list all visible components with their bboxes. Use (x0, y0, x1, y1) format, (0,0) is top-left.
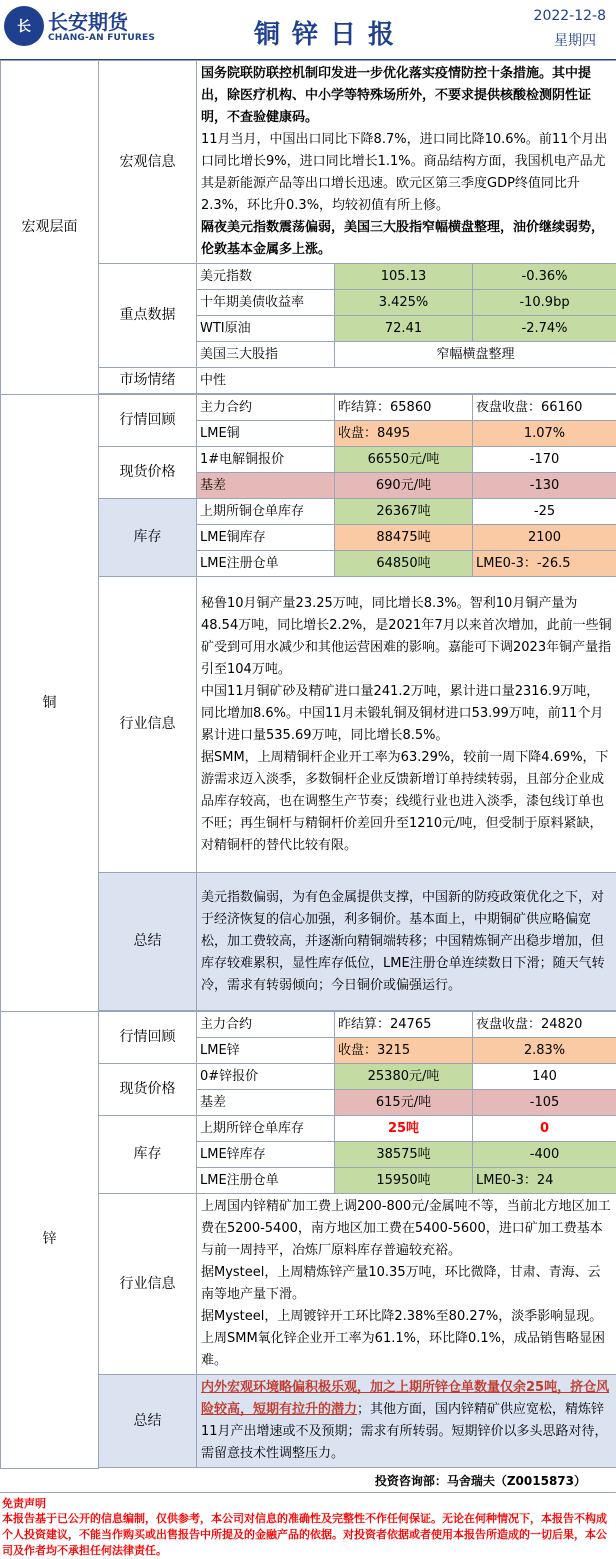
key-name: 美元指数 (197, 264, 335, 290)
inv-name: 上期所铜仓单库存 (197, 499, 335, 525)
copper-summary-text: 美元指数偏弱，为有色金属提供支撑，中国新的防疫政策优化之下，对于经济恢复的信心加强，利多铜价。基本面上，中期铜矿供应略偏宽松，加工费较高，并逐渐向精铜端转移；中国精炼铜产出稳步增加，但库存较难累积，显性库存低位，LME注册仓单连续数日下滑；随天气转冷，需求有转弱倾向；今日铜价或偏强运行。 (197, 873, 616, 1011)
basis-value: 690元/吨 (335, 473, 473, 499)
zinc-summary-rest: ；其他方面，国内锌精矿供应宽松，精炼锌11月产出增速或不及预期；需求有所转弱。短期锌价以多头思路对待，需留意技术性调整压力。 (201, 1402, 608, 1461)
section-zinc: 锌 (1, 1012, 99, 1469)
inv-value: 38575吨 (335, 1142, 473, 1168)
inv-value: 26367吨 (335, 499, 473, 525)
basis-name: 基差 (197, 473, 335, 499)
inv-name: LME铜库存 (197, 525, 335, 551)
label-inventory: 库存 (99, 1116, 197, 1194)
spot-name: 1#电解铜报价 (197, 447, 335, 473)
inv-value: 88475吨 (335, 525, 473, 551)
section-macro: 宏观层面 (1, 61, 99, 395)
key-name: 美国三大股指 (197, 342, 335, 368)
key-change: -0.36% (473, 264, 616, 290)
night-close: 夜盘收盘：24820 (473, 1012, 616, 1038)
inv-change: 0 (473, 1116, 616, 1142)
night-close: 夜盘收盘：66160 (473, 395, 616, 421)
section-copper: 铜 (1, 395, 99, 1012)
header (0, 0, 616, 60)
main-contract: 主力合约 (197, 1012, 335, 1038)
macro-info-p2: 11月当月，中国出口同比下降8.7%，进口同比降10.6%。前11个月出口同比增长9%，进口同比增长1.1%。商品结构方面，我国机电产品尤其是新能源产品等出口增长迅速。欧元区第三季度GDP终值同比升2.3%，环比升0.3%，均较初值有所上修。 (201, 132, 607, 213)
spot-price: 66550元/吨 (335, 447, 473, 473)
copper-industry-text: 秘鲁10月铜产量23.25万吨，同比增长8.3%。智利10月铜产量为48.54万吨，同比增长2.2%，是2021年7月以来首次增加，此前一些铜矿受到可用水减少和其他运营困难的影响。嘉能可下调2023年铜产量指引至104万吨。 中国11月铜矿砂及精矿进口量241.2万吨，累计进口量2316.9万吨，同比增加8.6%。中国11月未锻轧铜及铜材进口53.99万吨，前11个月累计进口量535.69万吨，同比增长8.5%。 据SMM，上周精铜杆企业开工率为63.29%，较前一周下降4.69%，下游需求迈入淡季，多数铜杆企业反馈新增订单持续转弱，且部分企业成品库存较高，也在调整生产节奏；线缆行业也进入淡季，漆包线订单也不旺；再生铜杆与精铜杆价差回升至1210元/吨，但受制于原料紧缺，对精铜杆的替代比较有限。 (197, 577, 616, 873)
spot-change: -170 (473, 447, 616, 473)
label-spot: 现货价格 (99, 447, 197, 499)
key-change: -2.74% (473, 316, 616, 342)
label-quote: 行情回顾 (99, 1012, 197, 1064)
label-quote: 行情回顾 (99, 395, 197, 447)
spot-price: 25380元/吨 (335, 1064, 473, 1090)
report-table (0, 60, 616, 1469)
key-value: 72.41 (335, 316, 473, 342)
report-title: 铜锌日报 (254, 14, 406, 51)
inv-value: 25吨 (335, 1116, 473, 1142)
zinc-summary-highlight: 内外宏观环境略偏积极乐观，加之上期所锌仓单数量仅余25吨，挤仓风险较高，短期有拉升的潜力 (201, 1380, 609, 1417)
label-sentiment: 市场情绪 (99, 368, 197, 394)
label-summary: 总结 (99, 873, 197, 1011)
key-value: 105.13 (335, 264, 473, 290)
key-name: WTI原油 (197, 316, 335, 342)
inv-change: -400 (473, 1142, 616, 1168)
report-weekday: 星期四 (554, 30, 596, 50)
inv-change: -25 (473, 499, 616, 525)
label-industry: 行业信息 (99, 577, 197, 873)
lme-close: 收盘：8495 (335, 421, 473, 447)
prev-settle: 昨结算：65860 (335, 395, 473, 421)
basis-change: -130 (473, 473, 616, 499)
prev-settle: 昨结算：24765 (335, 1012, 473, 1038)
lme-change: 1.07% (473, 421, 616, 447)
key-merged-value: 窄幅横盘整理 (335, 342, 616, 368)
label-macro-info: 宏观信息 (99, 61, 197, 264)
macro-info-bold1: 国务院联防联控机制印发进一步优化落实疫情防控十条措施。其中提出，除医疗机构、中小学等特殊场所外，不要求提供核酸检测阴性证明，不查验健康码。 (201, 66, 591, 125)
basis-change: -105 (473, 1090, 616, 1116)
inv-name: LME注册仓单 (197, 551, 335, 577)
zinc-industry-text: 上周国内锌精矿加工费上调200-800元/金属吨不等，当前北方地区加工费在5200-5400，南方地区加工费在5400-5600，进口矿加工费基本与前一周持平，冶炼厂原料库存普遍较充裕。 据Mysteel，上周精炼锌产量10.35万吨，环比微降，甘肃、青海、云南等地产量下滑。 据Mysteel，上周镀锌开工环比降2.38%至80.27%，淡季影响显现。上周SMM氧化锌企业开工率为61.1%，环比降0.1%，成品销售略显困难。 (197, 1194, 616, 1375)
label-summary: 总结 (99, 1375, 197, 1468)
inv-change: LME0-3：-26.5 (473, 551, 616, 577)
inv-change: LME0-3：24 (473, 1168, 616, 1194)
lme-change: 2.83% (473, 1038, 616, 1064)
label-spot: 现货价格 (99, 1064, 197, 1116)
disclaimer-text: 本报告基于已公开的信息编制，仅供参考，本公司对信息的准确性及完整性不作任何保证。无论在何种情况下，本报告不构成个人投资建议，不能当作购买或出售报告中所提及的金融产品的依据。对投资者依据或者使用本报告所造成的一切后果，本公司及作者均不承担任何法律责任。 (0, 1511, 616, 1559)
basis-value: 615元/吨 (335, 1090, 473, 1116)
inv-name: 上期所锌仓单库存 (197, 1116, 335, 1142)
sentiment-value: 中性 (197, 368, 616, 394)
disclaimer-title: 免责声明 (0, 1493, 616, 1511)
inv-name: LME注册仓单 (197, 1168, 335, 1194)
company-logo-icon: 长 (4, 6, 44, 46)
analyst-line: 投资咨询部：马舍瑞夫（Z0015873） (0, 1469, 616, 1493)
label-key-data: 重点数据 (99, 264, 197, 368)
spot-change: 140 (473, 1064, 616, 1090)
lme-close: 收盘：3215 (335, 1038, 473, 1064)
label-inventory: 库存 (99, 499, 197, 577)
spot-name: 0#锌报价 (197, 1064, 335, 1090)
logo-name-cn: 长安期货 (48, 6, 128, 35)
key-value: 3.425% (335, 290, 473, 316)
lme-name: LME锌 (197, 1038, 335, 1064)
logo-name-en: CHANG-AN FUTURES (48, 33, 155, 43)
basis-name: 基差 (197, 1090, 335, 1116)
lme-name: LME铜 (197, 421, 335, 447)
macro-info-bold2: 隔夜美元指数震荡偏弱，美国三大股指窄幅横盘整理，油价继续弱势，伦敦基本金属多上涨。 (201, 220, 604, 257)
main-contract: 主力合约 (197, 395, 335, 421)
inv-value: 15950吨 (335, 1168, 473, 1194)
key-name: 十年期美债收益率 (197, 290, 335, 316)
key-change: -10.9bp (473, 290, 616, 316)
inv-change: 2100 (473, 525, 616, 551)
report-date: 2022-12-8 (534, 8, 606, 24)
label-industry: 行业信息 (99, 1194, 197, 1375)
macro-info-text (197, 61, 616, 264)
inv-name: LME锌库存 (197, 1142, 335, 1168)
zinc-summary-text (197, 1375, 616, 1468)
inv-value: 64850吨 (335, 551, 473, 577)
